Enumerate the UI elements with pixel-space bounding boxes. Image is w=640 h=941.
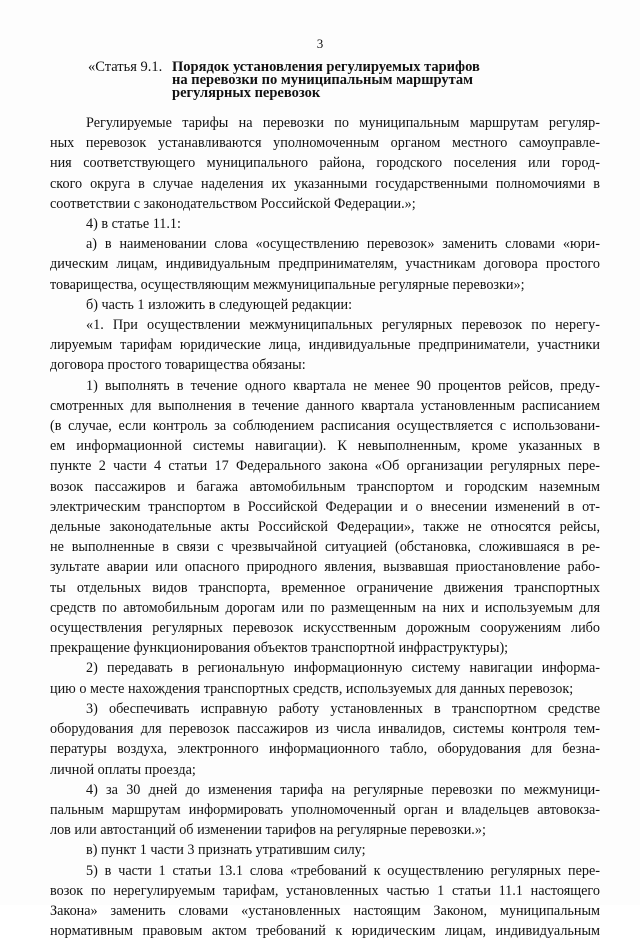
text-line: пункте 2 части 4 статьи 17 Федерального закона «Об организации регулярных пере- [50,458,600,475]
paragraph [50,214,600,234]
text-line: нормативным правовым актом требований к юридическим лицам, индивидуальным [50,923,600,940]
text-line: возок по нерегулируемым тарифам, установленных частью 1 статьи 11.1 настоящего [50,882,600,899]
text-line: ты отдельных видов транспорта, временное ограничение движения транспортных [50,579,600,596]
text-line: смотренных для выполнения в течение данного квартала установленным расписанием [50,397,600,414]
text-line: 4) за 30 дней до изменения тарифа на регулярные перевозки по межмуници- [86,781,600,798]
text-line: не выполненные в связи с чрезвычайной ситуацией (обстановка, сложившаяся в ре- [50,539,600,556]
text-line: 4) в статье 11.1: [86,216,181,233]
paragraph [50,315,600,376]
text-line: Регулируемые тарифы на перевозки по муниципальным маршрутам регуляр- [86,115,600,131]
text-line: лов или автостанций об изменении тарифов на регулярные перевозки.»; [50,822,486,839]
text-line: (в случае, если контроль за соблюдением расписания осуществляется с использовани- [50,418,600,435]
paragraph [50,861,600,941]
paragraph [50,376,600,659]
text-line: «1. При осуществлении межмуниципальных регулярных перевозок по нерегу- [86,317,600,334]
text-line: 1) выполнять в течение одного квартала не менее 90 процентов рейсов, преду- [86,377,600,394]
paragraph [50,780,600,841]
text-line: пературы воздуха, электронного информационного табло, оборудования для безна- [50,741,600,758]
text-line: возок пассажиров и багажа автомобильным транспортом и городским наземным [50,478,600,495]
text-line: в) пункт 1 части 3 признать утратившим силу; [86,842,366,859]
text-line: б) часть 1 изложить в следующей редакции: [86,296,353,313]
paragraph [50,699,600,780]
text-line: прекращение функционирования объектов транспортной инфраструктуры); [50,640,509,657]
text-line: осуществления регулярных перевозок искусственным дорожным сооружениям либо [50,620,600,637]
page-number: 3 [316,36,324,51]
text-line: ных перевозок устанавливаются уполномоченным органом местного самоуправле- [50,135,600,152]
text-line: ния соответствующего муниципального района, городского поселения или город- [50,155,600,172]
text-line: дическим лицам, индивидуальным предпринимателям, участникам договора простого [50,256,600,273]
article-title-line: Порядок установления регулируемых тарифов [172,59,480,75]
text-line: Закона» заменить словами «установленных настоящим Законом, муниципальным [50,902,600,919]
paragraph [50,234,600,295]
paragraph [50,658,600,698]
text-line: соответствии с законодательством Российской Федерации.»; [50,195,416,212]
text-line: товарищества, осуществляющим межмуниципальные регулярные перевозки»; [50,276,525,293]
text-line: лируемым тарифам юридические лица, индивидуальные предприниматели, участники [50,337,600,354]
text-line: 3) обеспечивать исправную работу установленных в транспортном средстве [86,700,600,717]
article-label: «Статья 9.1. [88,59,163,75]
article-title-line: на перевозки по муниципальным маршрутам [172,72,474,88]
article-title-line: регулярных перевозок [172,85,321,101]
text-line: пальным маршрутам информировать уполномоченный орган и владельцев автовокза- [50,801,600,818]
paragraph [50,295,600,315]
text-line: ем информационной системы навигации). К невыполненным, кроме указанных в [50,438,600,455]
document-body [50,113,600,941]
text-line: зультате аварии или опасного природного явления, вызвавшая приостановление рабо- [50,559,600,576]
paragraph [50,113,600,214]
text-line: оборудования для перевозок пассажиров из числа инвалидов, системы контроля тем- [50,721,600,738]
text-line: дельные законодательные акты Российской Федерации», также не относятся рейсы, [50,519,600,536]
text-line: личной оплаты проезда; [50,761,196,778]
text-line: 5) в части 1 статьи 13.1 слова «требований к осуществлению регулярных пере- [86,862,600,879]
text-line: договора простого товарищества обязаны: [50,357,306,374]
text-line: а) в наименовании слова «осуществлению перевозок» заменить словами «юри- [86,236,600,253]
text-line: 2) передавать в региональную информационную систему навигации информа- [86,660,600,677]
text-line: ского округа в случае наделения их указанными государственными полномочиями в [50,175,600,192]
text-line: цию о месте нахождения транспортных средств, используемых для данных перевозок; [50,680,574,697]
text-line: средств по автомобильным дорогам или по размещенным на них и используемым для [50,599,600,616]
text-line: электрическим транспортом в Российской Федерации и о внесении изменений в от- [50,498,600,515]
paragraph [50,840,600,860]
article-title [172,61,480,100]
